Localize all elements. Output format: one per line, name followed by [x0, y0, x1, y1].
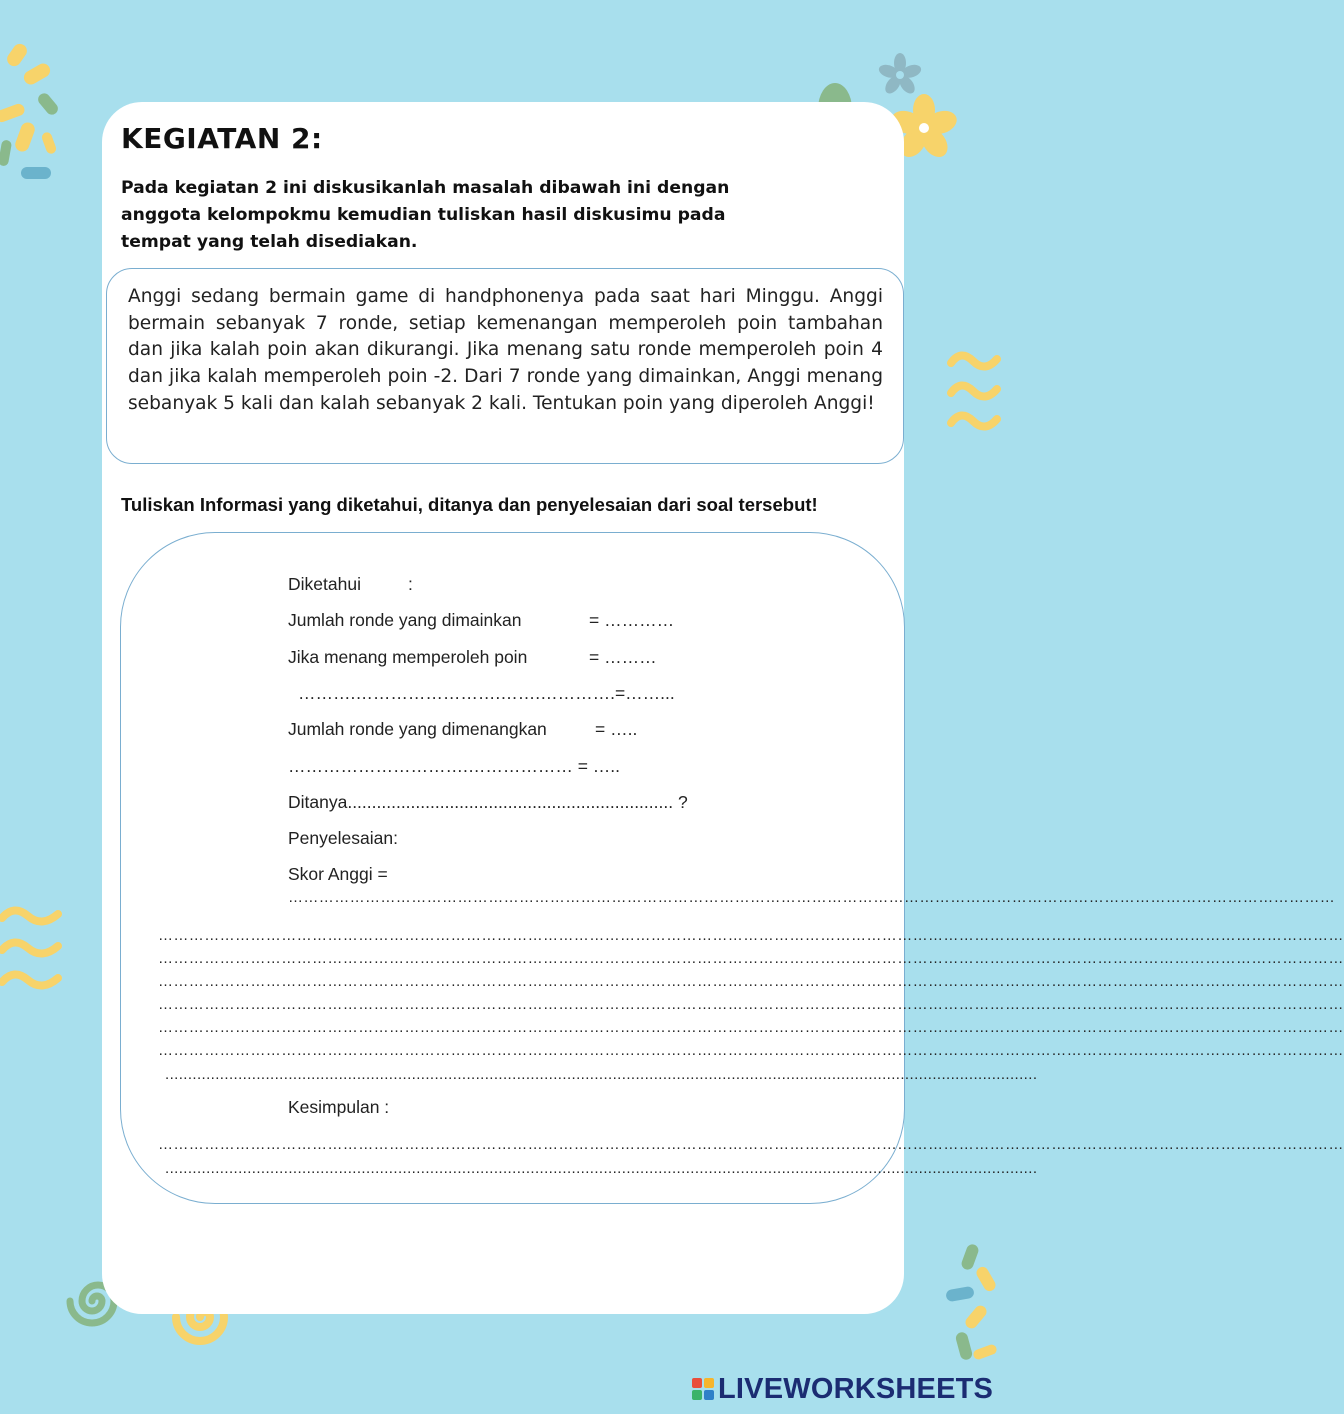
win-points-label: Jika menang memperoleh poin	[288, 647, 528, 667]
intro-text: Pada kegiatan 2 ini diskusikanlah masalah dibawah ini dengan anggota kelompokmu kemudian tuliskan hasil diskusimu pada tempat yang telah disediakan.	[121, 178, 730, 252]
rounds-played-label: Jumlah ronde yang dimainkan	[288, 610, 522, 630]
rounds-won-label: Jumlah ronde yang dimenangkan	[288, 719, 547, 739]
answer-line-6[interactable]: ……………………………………………………………………………………………………………………………………………………………………………………………………………	[158, 1019, 1344, 1036]
answer-line-8[interactable]: ...............................................................................................................................................................................................	[165, 1066, 1038, 1083]
answer-box	[120, 532, 1344, 1204]
wave-decoration-right	[945, 345, 1005, 445]
conclusion-line-1[interactable]: ……………………………………………………………………………………………………………………………………………………………………………………………………………	[158, 1136, 1344, 1153]
liveworksheets-mark-icon	[692, 1378, 714, 1400]
diketahui-colon: :	[408, 574, 413, 594]
answer-line-3[interactable]: ……………………………………………………………………………………………………………………………………………………………………………………………………………	[158, 950, 1344, 967]
page-title: KEGIATAN 2:	[121, 122, 323, 155]
confetti-decoration-right	[950, 1240, 1000, 1380]
answer-line-7[interactable]: ……………………………………………………………………………………………………………………………………………………………………………………………………………	[158, 1042, 1344, 1059]
problem-text: Anggi sedang bermain game di handphonenya pada saat hari Minggu. Anggi bermain sebanyak 7 ronde, setiap kemenangan memperoleh poin tambahan dan jika kalah poin akan dikurangi. Jika menang satu ronde memperoleh poin 4 dan jika kalah memperoleh poin -2. Dari 7 ronde yang dimainkan, Anggi menang sebanyak 5 kali dan kalah sebanyak 2 kali. Tentukan poin yang diperoleh Anggi!	[128, 286, 883, 414]
answer-line-2[interactable]: ……………………………………………………………………………………………………………………………………………………………………………………………………………	[158, 927, 1344, 944]
rounds-won-blank[interactable]: = …..	[595, 719, 638, 739]
confetti-decoration-left	[0, 40, 80, 230]
instruction-text: Tuliskan Informasi yang diketahui, ditanya dan penyelesaian dari soal tersebut!	[121, 494, 818, 515]
wave-decoration-left	[0, 900, 70, 1000]
rounds-played-blank[interactable]: = …………	[589, 610, 675, 630]
answer-line-1[interactable]: ……………………………………………………………………………………………………………………………………………………………………………………	[288, 889, 1336, 906]
liveworksheets-logo	[692, 1371, 993, 1407]
lose-points-blank[interactable]: ……….…………………….…….………….=……...	[298, 683, 675, 703]
answer-line-5[interactable]: ……………………………………………………………………………………………………………………………………………………………………………………………………………	[158, 996, 1344, 1013]
win-points-blank[interactable]: = ………	[589, 647, 657, 667]
penyelesaian-label: Penyelesaian:	[288, 828, 398, 848]
diketahui-label: Diketahui	[288, 574, 361, 594]
answer-line-4[interactable]: ……………………………………………………………………………………………………………………………………………………………………………………………………………	[158, 973, 1344, 990]
kesimpulan-label: Kesimpulan :	[288, 1097, 390, 1117]
ditanya-line[interactable]: Ditanya................................................................... ?	[288, 792, 688, 812]
skor-anggi-label: Skor Anggi =	[288, 864, 388, 884]
rounds-lost-blank[interactable]: ………………………….……………… = …..	[288, 756, 621, 776]
conclusion-line-2[interactable]: ...............................................................................................................................................................................................	[165, 1160, 1038, 1177]
brand-name: LIVEWORKSHEETS	[718, 1372, 994, 1405]
